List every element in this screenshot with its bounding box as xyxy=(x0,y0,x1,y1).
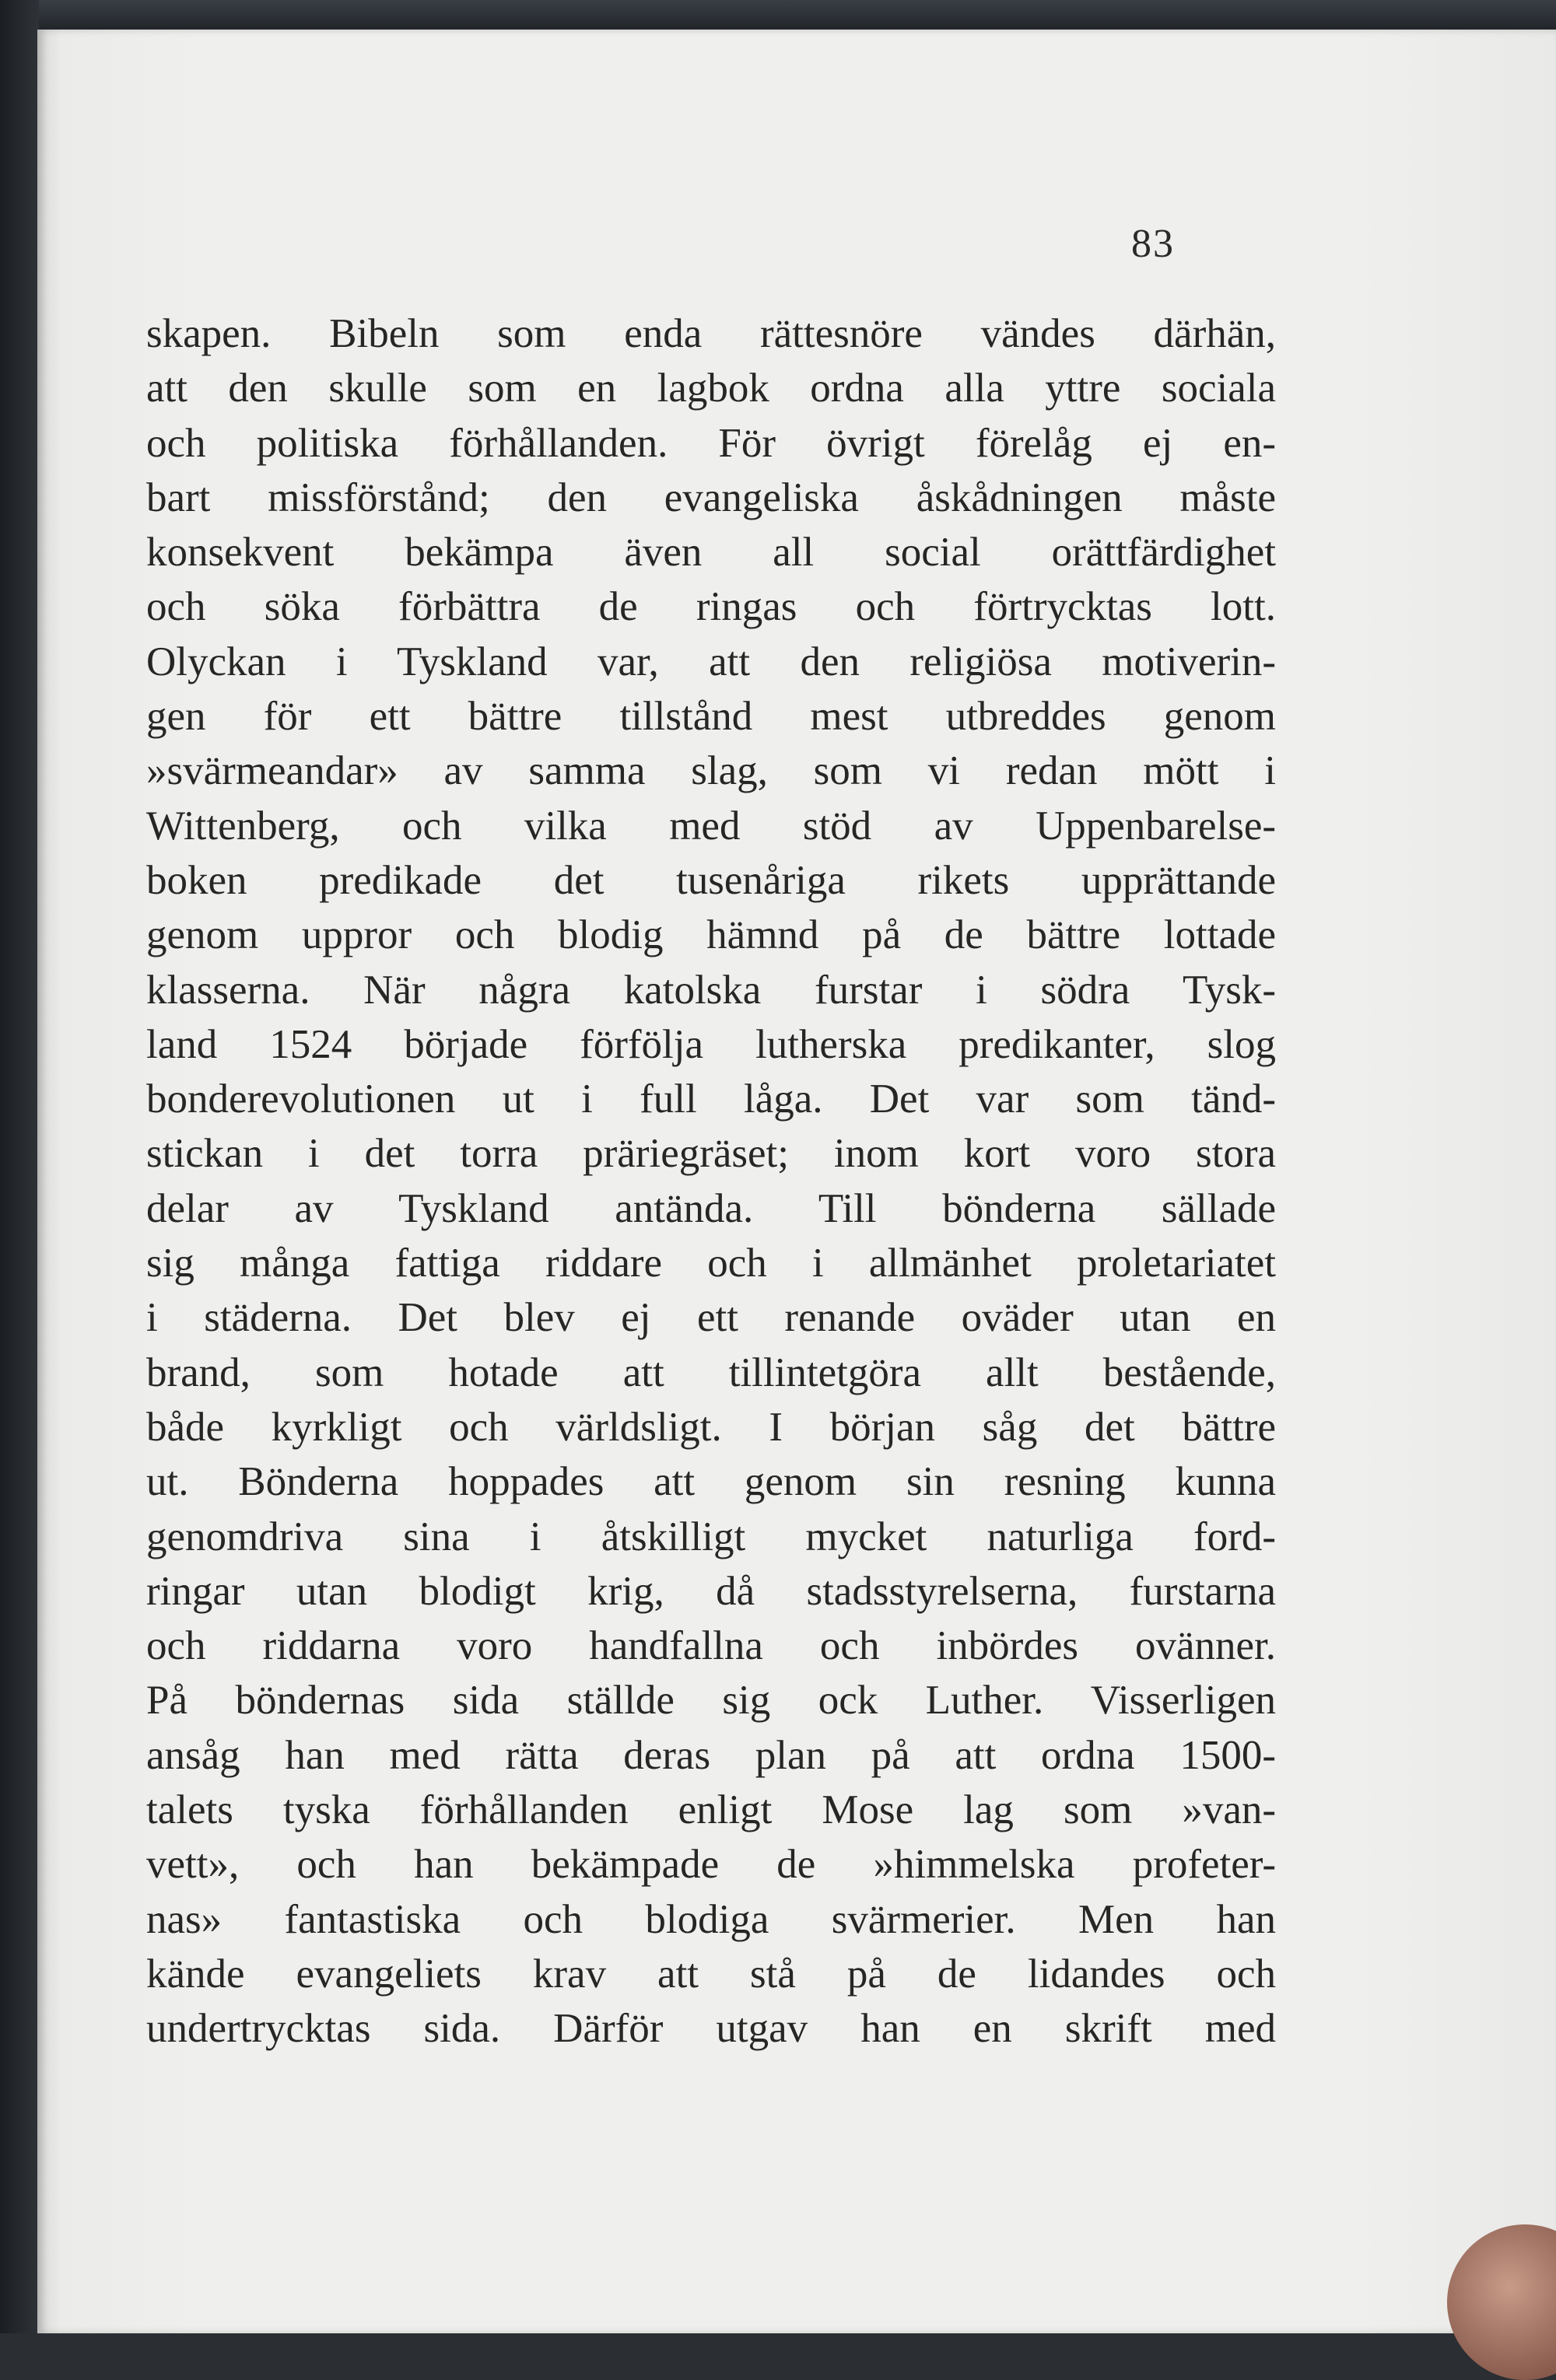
text-line: konsekvent bekämpa även all social orättfärdighet xyxy=(146,530,1276,576)
body-text xyxy=(146,306,1276,2056)
book-page xyxy=(37,30,1556,2333)
text-line: undertrycktas sida. Därför utgav han en skrift med xyxy=(146,2006,1276,2052)
text-line: talets tyska förhållanden enligt Mose lag som »van- xyxy=(146,1787,1276,1833)
text-line: ringar utan blodigt krig, då stadsstyrelserna, furstarna xyxy=(146,1568,1276,1614)
text-line: genomdriva sina i åtskilligt mycket naturliga ford- xyxy=(146,1514,1276,1559)
book-cover-top xyxy=(0,0,1556,33)
text-line: sig många fattiga riddare och i allmänhet proletariatet xyxy=(146,1241,1276,1286)
text-line: stickan i det torra präriegräset; inom kort voro stora xyxy=(146,1131,1276,1177)
text-line: Wittenberg, och vilka med stöd av Uppenbarelse- xyxy=(146,803,1276,849)
text-line: skapen. Bibeln som enda rättesnöre vändes därhän, xyxy=(146,311,1276,356)
text-line: brand, som hotade att tillintetgöra allt bestående, xyxy=(146,1349,1276,1395)
text-line: genom uppror och blodig hämnd på de bättre lottade xyxy=(146,912,1276,958)
text-line: Olyckan i Tyskland var, att den religiösa motiverin- xyxy=(146,639,1276,684)
text-line: ut. Bönderna hoppades att genom sin resning kunna xyxy=(146,1459,1276,1505)
text-line: »svärmeandar» av samma slag, som vi redan mött i xyxy=(146,748,1276,794)
text-line: och söka förbättra de ringas och förtrycktas lott. xyxy=(146,584,1276,630)
text-line: bart missförstånd; den evangeliska åskådningen måste xyxy=(146,474,1276,520)
text-line: delar av Tyskland antända. Till bönderna sällade xyxy=(146,1185,1276,1231)
text-line: På böndernas sida ställde sig ock Luther. Visserligen xyxy=(146,1678,1276,1724)
text-line: land 1524 började förfölja lutherska predikanter, slog xyxy=(146,1021,1276,1067)
text-line: ansåg han med rätta deras plan på att ordna 1500- xyxy=(146,1732,1276,1778)
text-line: att den skulle som en lagbok ordna alla yttre sociala xyxy=(146,366,1276,411)
text-line: klasserna. När några katolska furstar i södra Tysk- xyxy=(146,967,1276,1013)
book-cover-left xyxy=(0,0,39,2333)
page-number: 83 xyxy=(1131,222,1175,266)
text-line: bonderevolutionen ut i full låga. Det var som tänd- xyxy=(146,1076,1276,1122)
text-line: gen för ett bättre tillstånd mest utbreddes genom xyxy=(146,694,1276,740)
text-line: och politiska förhållanden. För övrigt förelåg ej en- xyxy=(146,420,1276,466)
text-line: både kyrkligt och världsligt. I början såg det bättre xyxy=(146,1404,1276,1450)
text-line: boken predikade det tusenåriga rikets upprättande xyxy=(146,857,1276,903)
text-line: i städerna. Det blev ej ett renande oväder utan en xyxy=(146,1295,1276,1341)
text-line: kände evangeliets krav att stå på de lidandes och xyxy=(146,1951,1276,1997)
text-line: vett», och han bekämpade de »himmelska profeter- xyxy=(146,1842,1276,1888)
text-line: nas» fantastiska och blodiga svärmerier. Men han xyxy=(146,1896,1276,1942)
text-line: och riddarna voro handfallna och inbördes ovänner. xyxy=(146,1623,1276,1669)
